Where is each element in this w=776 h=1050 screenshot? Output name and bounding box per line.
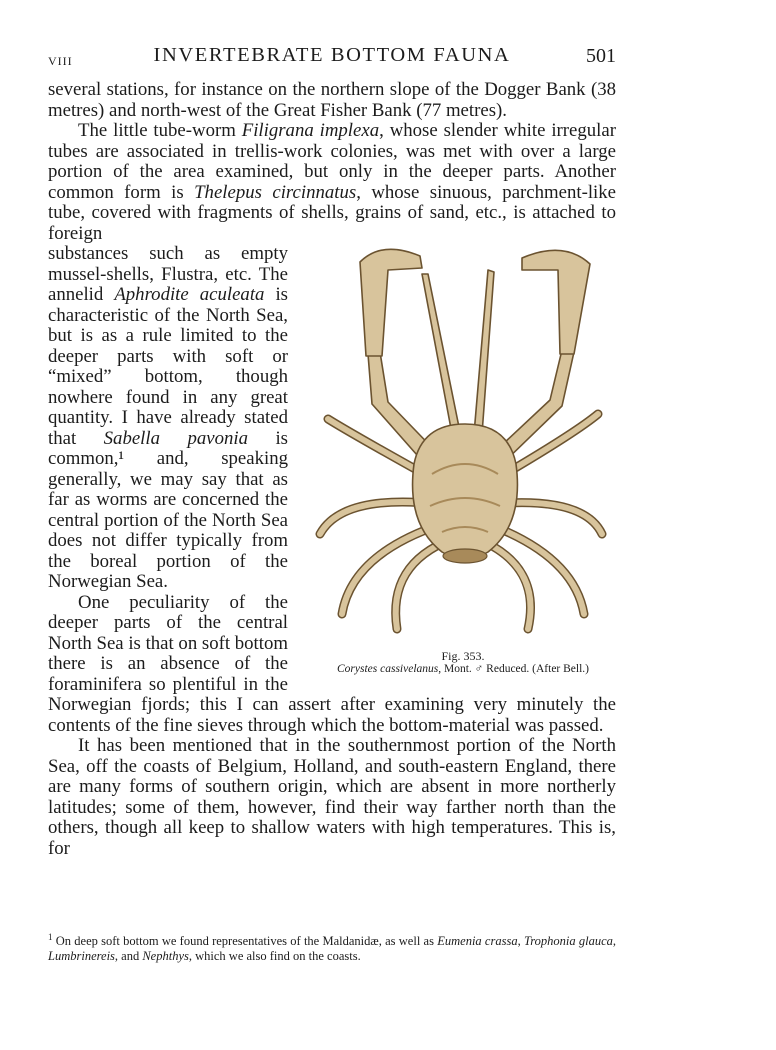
text-run: , whose sinuous, parchment-like tube, covered with fragments of shells, grains of sand, etc., is attached to foreign — [48, 181, 616, 244]
text-run: On deep soft bottom we found representatives of the Maldanidæ, as well as — [52, 934, 438, 949]
footnote-text — [48, 934, 616, 963]
running-title: INVERTEBRATE BOTTOM FAUNA — [153, 44, 511, 66]
italic-term: Thelepus circinnatus — [194, 181, 357, 203]
text-run: , — [612, 934, 617, 949]
text-run: The little tube-worm — [78, 120, 242, 141]
left-claw — [360, 249, 422, 356]
italic-term: Nephthys — [142, 949, 189, 964]
text-run: , and — [114, 949, 143, 964]
chapter-signature: VIII — [48, 54, 73, 68]
body-text — [48, 80, 616, 859]
paragraph — [48, 736, 616, 859]
figure-label: Fig. 353. — [441, 649, 485, 663]
italic-term: Sabella pavonia — [103, 427, 248, 449]
figure-caption-rest: , Mont. ♂ Reduced. (After Bell.) — [438, 663, 589, 675]
paragraph — [48, 80, 616, 121]
text-run: , — [517, 934, 524, 949]
figure-353 — [302, 234, 624, 684]
text-run: , which we also find on the coasts. — [188, 949, 361, 964]
figure-species: Corystes cassivelanus — [336, 663, 439, 675]
page-number: 501 — [586, 45, 616, 67]
text-run: substances such as empty mussel-shells, Flustra, etc. The annelid — [48, 243, 288, 305]
right-antenna — [474, 270, 494, 434]
left-antenna — [422, 274, 460, 434]
text-run: One peculiarity of the deeper parts of the central North Sea is that on soft bottom there is an absence of the foraminifera so plentiful in the Norwegian fjords; this I can assert after examining very minutely the contents of the fine sieves through which the bottom-material was passed. — [48, 591, 616, 736]
paragraph — [48, 121, 616, 244]
text-run: several stations, for instance on the northern slope of the Dogger Bank (38 metres) and north-west of the Great Fisher Bank (77 metres). — [48, 79, 616, 121]
crab-illustration — [302, 234, 624, 644]
abdomen — [443, 549, 487, 563]
footnote-marker: 1 — [48, 932, 53, 942]
text-run: is characteristic of the North Sea, but is as a rule limited to the deeper parts with soft or “mixed” bottom, though nowhere found in any great quantity. I have already stated that — [48, 284, 288, 449]
footnote — [48, 930, 616, 964]
italic-term: Trophonia glauca — [523, 934, 613, 949]
italic-term: Filigrana implexa — [241, 120, 380, 141]
carapace — [413, 424, 518, 559]
right-claw — [522, 250, 590, 354]
crab-drawing — [320, 249, 602, 629]
text-run: It has been mentioned that in the southernmost portion of the North Sea, off the coasts of Belgium, Holland, and south-eastern England, there are many forms of southern origin, which are absent in more northerly latitudes; some of them, however, find their way farther north than the others, though all keep to shallow waters with high temperatures. This is, for — [48, 735, 616, 859]
running-header — [48, 44, 616, 70]
italic-term: Aphrodite aculeata — [114, 284, 265, 305]
text-run: , whose slender white irregular tubes are associated in trellis-work colonies, was met with over a large portion of the area examined, but only in the deeper parts. Another common form is — [48, 120, 616, 203]
italic-term: Eumenia crassa — [437, 934, 518, 949]
italic-term: Lumbrinereis — [48, 949, 115, 964]
figure-caption — [302, 663, 624, 676]
text-run: is common,¹ and, speaking generally, we may say that as far as worms are concerned the central portion of the North Sea does not differ typically from the boreal portion of the Norwegian Sea. — [48, 427, 288, 592]
